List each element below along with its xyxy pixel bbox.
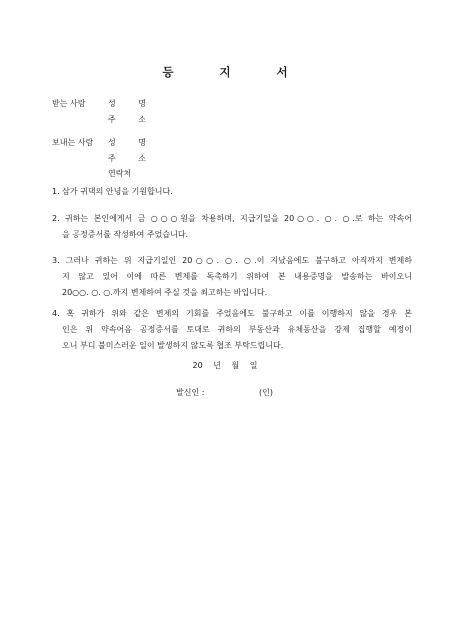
paragraph-line: 오니 부디 불미스러운 일이 발생하지 않도록 협조 부탁드립니다. <box>62 341 284 350</box>
recipient-name-label: 성 명 <box>108 99 156 108</box>
recipient-address-label: 주 소 <box>108 115 156 124</box>
paragraph-line: 인은 위 약속어음 공정증서를 토대로 귀하의 부동산과 유체동산을 강제 집행할 예정이 <box>62 325 412 334</box>
signature-label: 발신인 : <box>176 388 205 397</box>
paragraph-1 <box>52 184 412 200</box>
paragraph-line: 지 않고 있어 이에 따른 변제를 독촉하기 위하여 본 내용증명을 발송하는 바이오니 <box>62 272 412 281</box>
paragraph-line: 3. 그러나 귀하는 위 지급기일인 20○○. ○. ○.이 지났음에도 불구하고 아직까지 변제하 <box>52 256 412 265</box>
paragraph-line: 2. 귀하는 본인에게서 금 ○○○원을 차용하며, 지급기일을 20○○. ○. ○.로 하는 약속어 <box>52 214 412 223</box>
paragraph-line: 20○○. ○. ○.까지 변제하여 주실 것을 최고하는 바입니다. <box>62 288 268 297</box>
document-title: 등 지 서 <box>162 65 309 79</box>
sender-label: 보내는 사람 <box>52 138 94 147</box>
signature-seal: (인) <box>259 388 273 397</box>
paragraph-4 <box>52 306 412 354</box>
paragraph-line: 을 공정증서를 작성하여 주었습니다. <box>62 230 189 239</box>
date-line: 20 년 월 일 <box>192 361 258 370</box>
sender-address-label: 주 소 <box>108 154 156 163</box>
recipient-label: 받는 사람 <box>52 99 86 108</box>
paragraph-3 <box>52 253 412 301</box>
paragraph-2 <box>52 211 412 243</box>
sender-contact-label: 연락처 <box>108 169 132 178</box>
sender-name-label: 성 명 <box>108 138 156 147</box>
paragraph-line: 4. 혹 귀하가 위와 같은 변제의 기회를 주었음에도 불구하고 이를 이행하지 않을 경우 본 <box>52 309 412 318</box>
paragraph-line: 1. 삼가 귀댁의 안녕을 기원합니다. <box>52 187 173 196</box>
